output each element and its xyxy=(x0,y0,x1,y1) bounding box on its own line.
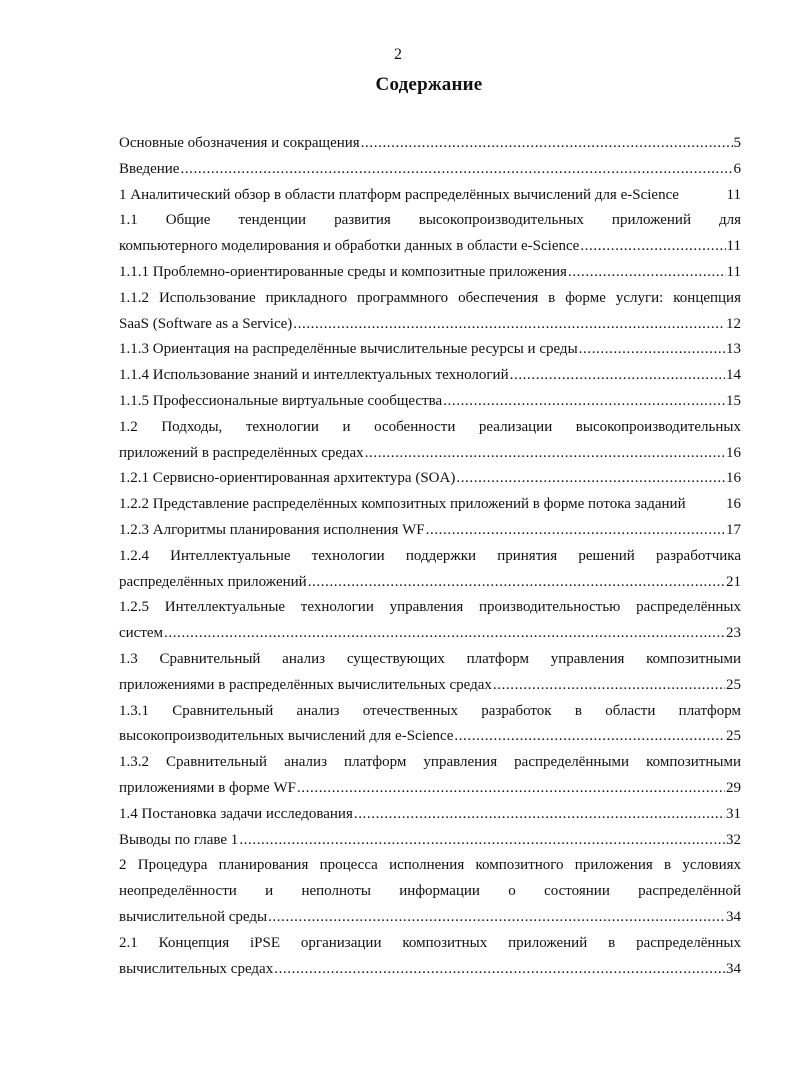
page-number: 2 xyxy=(394,46,402,63)
toc-entry[interactable]: 1.1.2 Использование прикладного программного обеспечения в форме услуги: концепция SaaS (Software as a Service) ..... 12 xyxy=(119,286,741,338)
toc-entry[interactable]: 2 Процедура планирования процесса исполнения композитного приложения в условиях неопределённости и неполноты информации о состоянии распределённой вычислительной среды ..... 34 xyxy=(119,853,741,930)
leader-dots xyxy=(568,260,726,286)
leader-dots xyxy=(308,570,725,596)
leader-dots xyxy=(361,131,733,157)
leader-dots xyxy=(164,621,725,647)
leader-dots xyxy=(293,312,725,338)
toc-title: Содержание xyxy=(375,74,483,95)
toc-entry[interactable]: 1.1.3 Ориентация на распределённые вычислительные ресурсы и среды ..... 13 xyxy=(119,337,741,363)
toc-entry[interactable]: 1.3 Сравнительный анализ существующих платформ управления композитными приложениями в распределённых вычислительных средах ..... 25 xyxy=(119,647,741,699)
leader-dots xyxy=(580,234,725,260)
leader-dots xyxy=(354,802,725,828)
toc-entry[interactable]: Выводы по главе 1 ..... 32 xyxy=(119,828,741,854)
toc-entry[interactable]: 1.2.4 Интеллектуальные технологии поддержки принятия решений разработчика распределённых приложений ..... 21 xyxy=(119,544,741,596)
toc-entry[interactable]: 1.1.4 Использование знаний и интеллектуальных технологий ..... 14 xyxy=(119,363,741,389)
leader-dots xyxy=(268,905,725,931)
leader-dots xyxy=(493,673,725,699)
leader-dots xyxy=(443,389,725,415)
toc-entry[interactable]: 1.2.5 Интеллектуальные технологии управления производительностью распределённых систем ..... 23 xyxy=(119,595,741,647)
leader-dots xyxy=(579,337,725,363)
leader-dots xyxy=(426,518,725,544)
toc-entry[interactable]: 2.1 Концепция iPSE организации композитных приложений в распределённых вычислительных средах ..... 34 xyxy=(119,931,741,983)
toc-entry[interactable]: 1.2 Подходы, технологии и особенности реализации высокопроизводительных приложений в распределённых средах ..... 16 xyxy=(119,415,741,467)
toc-entry[interactable]: 1.2.1 Сервисно-ориентированная архитектура (SOA) ..... 16 xyxy=(119,466,741,492)
leader-dots xyxy=(239,828,725,854)
toc-entry[interactable]: 1.3.2 Сравнительный анализ платформ управления распределёнными композитными приложениями в форме WF ..... 29 xyxy=(119,750,741,802)
leader-dots xyxy=(365,441,725,467)
leader-dots xyxy=(510,363,725,389)
toc-entry[interactable]: Введение ..... 6 xyxy=(119,157,741,183)
leader-dots xyxy=(454,724,725,750)
toc-entry[interactable]: Основные обозначения и сокращения ..... 5 xyxy=(119,131,741,157)
toc-entry[interactable]: 1 Аналитический обзор в области платформ распределённых вычислений для e-Science 11 xyxy=(119,186,741,203)
toc-entry[interactable]: 1.1 Общие тенденции развития высокопроизводительных приложений для компьютерного моделирования и обработки данных в области e-Science ..... 11 xyxy=(119,208,741,260)
leader-dots xyxy=(180,157,732,183)
toc-entry[interactable]: 1.1.5 Профессиональные виртуальные сообщества ..... 15 xyxy=(119,389,741,415)
leader-dots xyxy=(456,466,725,492)
table-of-contents xyxy=(119,131,741,982)
leader-dots xyxy=(297,776,725,802)
toc-entry[interactable]: 1.1.1 Проблемно-ориентированные среды и композитные приложения ..... 11 xyxy=(119,260,741,286)
toc-entry[interactable]: 1.4 Постановка задачи исследования ..... 31 xyxy=(119,802,741,828)
toc-entry[interactable]: 1.2.2 Представление распределённых композитных приложений в форме потока заданий 16 xyxy=(119,496,741,513)
leader-dots xyxy=(274,957,725,983)
toc-entry[interactable]: 1.2.3 Алгоритмы планирования исполнения WF ..... 17 xyxy=(119,518,741,544)
toc-entry[interactable]: 1.3.1 Сравнительный анализ отечественных разработок в области платформ высокопроизводительных вычислений для e-Science ..... 25 xyxy=(119,699,741,751)
